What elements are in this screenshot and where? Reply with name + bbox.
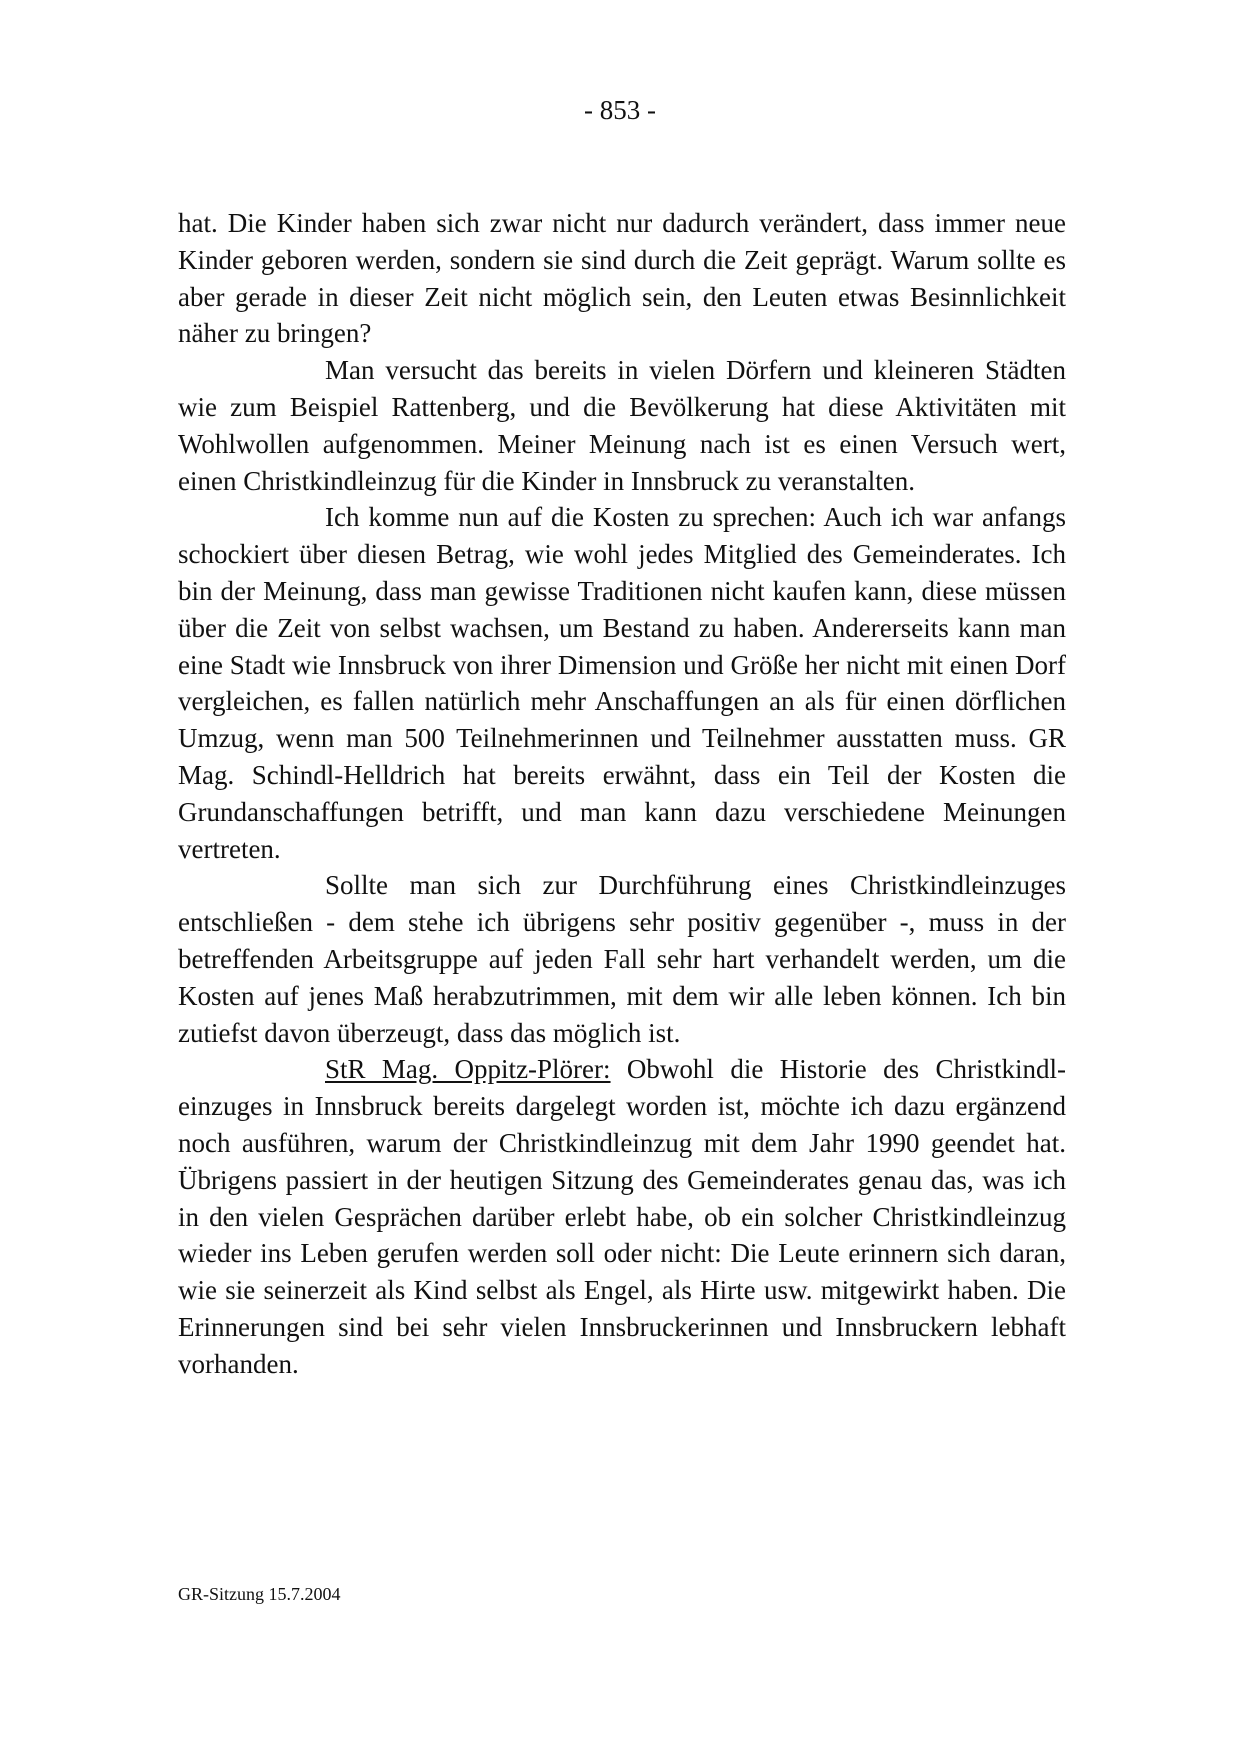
paragraph: Sollte man sich zur Durchführung eines Christkindleinzuges entschließen - dem stehe ich übrigens sehr positiv gegenüber -, muss in der betreffenden Arbeitsgruppe auf jeden Fall sehr hart verhandelt werden, um die Kosten auf jenes Maß herabzutrimmen, mit dem wir alle leben können. Ich bin zutiefst davon überzeugt, dass das möglich ist. bbox=[178, 870, 1066, 1048]
speaker-name: StR Mag. Oppitz-Plörer: bbox=[325, 1054, 611, 1085]
page-number: - 853 - bbox=[584, 95, 656, 125]
footer-session-label: GR-Sitzung 15.7.2004 bbox=[178, 1584, 341, 1604]
paragraph: Man versucht das bereits in vielen Dörfern und kleineren Städten wie zum Beispiel Rattenberg, und die Bevölkerung hat diese Aktivitäten mit Wohlwollen aufgenommen. Meiner Meinung nach ist es einen Versuch wert, einen Christkindleinzug für die Kinder in Innsbruck zu veranstalten. bbox=[178, 355, 1066, 496]
speaker-statement: Obwohl die Historie des Christkindleinzuges in Innsbruck bereits dargelegt worden ist, möchte ich dazu ergänzend noch ausführen, warum der Christkindleinzug mit dem Jahr 1990 geendet hat. Übrigens passiert in der heutigen Sitzung des Gemeinderates genau das, was ich in den vielen Gesprächen darüber erlebt habe, ob ein solcher Christkindleinzug wieder ins Leben gerufen werden soll oder nicht: Die Leute erinnern sich daran, wie sie seinerzeit als Kind selbst als Engel, als Hirte usw. mitgewirkt haben. Die Erinnerungen sind bei sehr vielen Innsbruckerinnen und Innsbruckern lebhaft vorhanden. bbox=[178, 1054, 1066, 1379]
speaker-paragraph bbox=[178, 1051, 1066, 1382]
paragraph: Ich komme nun auf die Kosten zu sprechen: Auch ich war anfangs schockiert über diesen Betrag, wie wohl jedes Mitglied des Gemeinderates. Ich bin der Meinung, dass man gewisse Traditionen nicht kaufen kann, diese müssen über die Zeit von selbst wachsen, um Bestand zu haben. Andererseits kann man eine Stadt wie Innsbruck von ihrer Dimension und Größe her nicht mit einen Dorf vergleichen, es fallen natürlich mehr Anschaffungen an als für einen dörflichen Umzug, wenn man 500 Teilnehmerinnen und Teilnehmer ausstatten muss. GR Mag. Schindl-Helldrich hat bereits erwähnt, dass ein Teil der Kosten die Grundanschaffungen betrifft, und man kann dazu verschiedene Meinungen vertreten. bbox=[178, 502, 1066, 864]
paragraph-continuation: hat. Die Kinder haben sich zwar nicht nur dadurch verändert, dass immer neue Kinder geboren werden, sondern sie sind durch die Zeit geprägt. Warum sollte es aber gerade in dieser Zeit nicht möglich sein, den Leuten etwas Besinnlichkeit näher zu bringen? bbox=[178, 208, 1066, 349]
document-body bbox=[178, 205, 1066, 1383]
